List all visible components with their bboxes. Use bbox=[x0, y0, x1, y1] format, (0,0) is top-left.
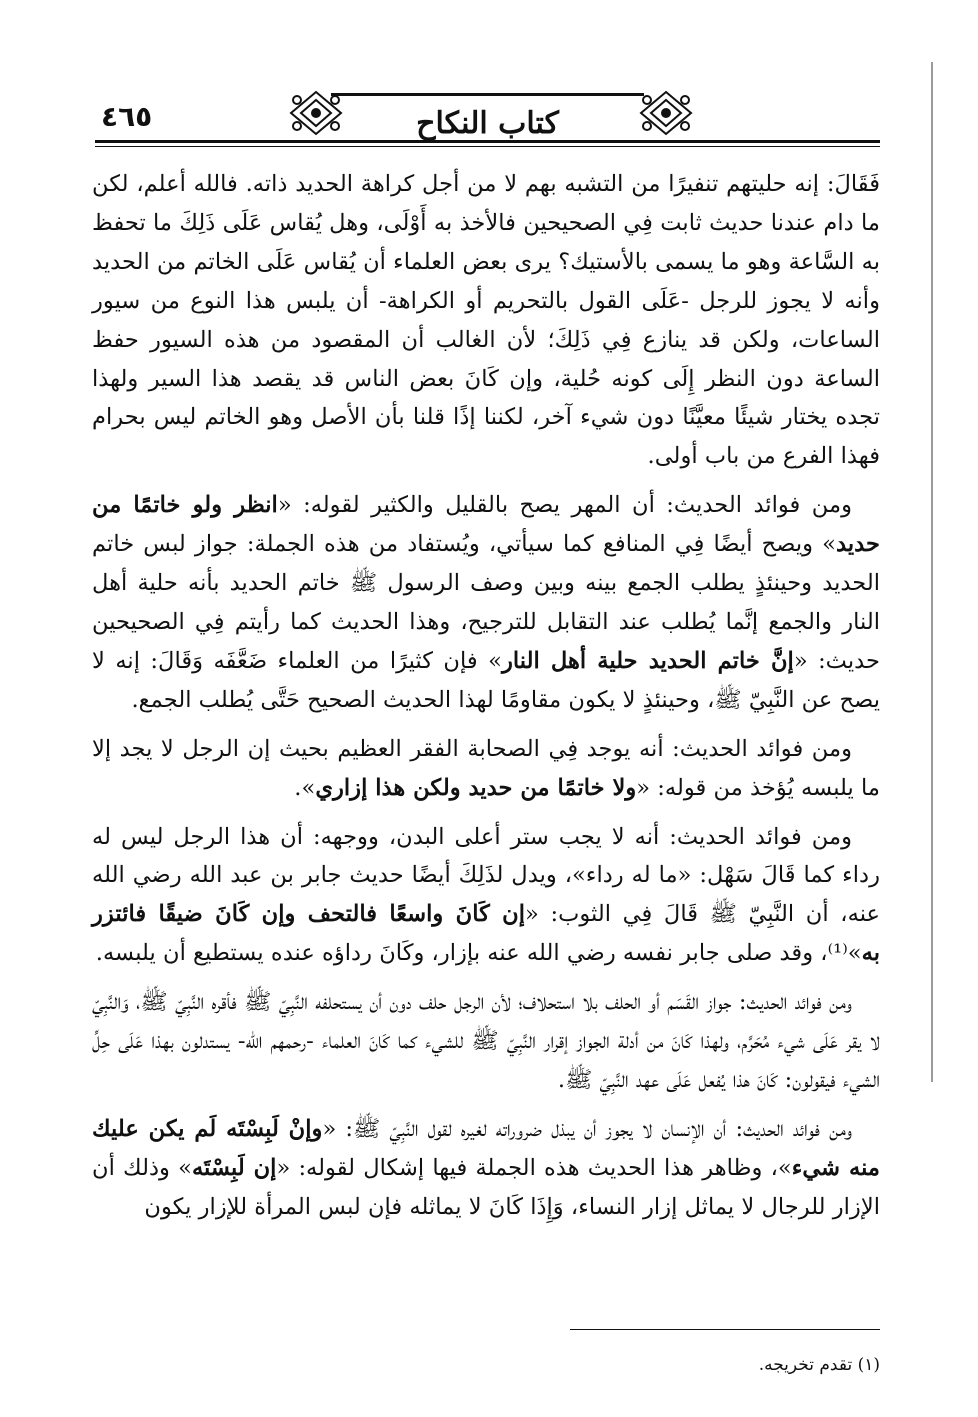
paragraph-text: ومن فوائد الحديث: جواز القَسَم أو الحلف بلا استحلاف؛ لأن الرجل حلف دون أن يستحلفه النَّبِيّ ﷺ فأقره النَّبِيّ ﷺ، وَالنَّبِيّ لا يقر عَلَى شيء مُحَرَّم، ولهذا كَانَ من أدلة الجواز إقرار النَّبِيّ ﷺ للشيء كما كَانَ العلماء -رحمهم الله- يستدلون بهذا عَلَى حِلِّ الشيء فيقولون: كَانَ هذا يُفعل عَلَى عهد النَّبِيّ ﷺ. bbox=[92, 989, 880, 1093]
paragraph-text: » وذلك أن الإزار للرجال لا يماثل إزار النساء، وَإِذَا كَانَ لا يماثله فإن لبس المرأة للإزار يكون bbox=[92, 1154, 880, 1220]
hadith-quote: ولا خاتمًا من حديد ولكن هذا إزاري bbox=[315, 774, 637, 801]
running-title: كتاب النكاح bbox=[416, 106, 559, 141]
header-bottom-rule-thin bbox=[95, 146, 880, 147]
hadith-quote: إن لَبِسْتَه bbox=[191, 1154, 277, 1181]
paragraph-text: »⁽¹⁾، وقد صلى جابر نفسه رضي الله عنه بإزار، وكَانَ رداؤه عنده يستطيع أن يلبسه. bbox=[95, 940, 862, 967]
hadith-quote: وإنْ لَبِسْتَه لَم يكن عليك منه شيء bbox=[92, 1115, 880, 1181]
paragraph bbox=[92, 730, 880, 808]
paragraph-text: » ويصح أيضًا فِي المنافع كما سيأتي، ويُستفاد من هذه الجملة: جواز لبس خاتم الحديد وحينئذٍ يطلب الجمع بينه وبين وصف الرسول ﷺ خاتم الحديد بأنه حلية أهل النار والجمع إنَّما يُطلب عند التقابل للترجيح، وهذا الحديث كما رأيتم فِي الصحيحين حديث: « bbox=[92, 531, 880, 674]
paragraph bbox=[92, 818, 880, 974]
paragraph-text: ومن فوائد الحديث: أن الإنسان لا يجوز أن يبذل ضروراته لغيره لقول النَّبِيّ ﷺ: « bbox=[322, 1115, 852, 1142]
body-text bbox=[92, 165, 880, 1237]
paragraph-text: فَقَالَ: إنه حليتهم تنفيرًا من التشبه بهم لا من أجل كراهة الحديد ذاته. فالله أعلم، لكن ما دام عندنا حديث ثابت فِي الصحيحين فالأخذ به أَوْلَى، وهل يُقاس عَلَى ذَلِكَ ما تحفظ به السَّاعة وهو ما يسمى بالأستيك؟ يرى بعض العلماء أن يُقاس عَلَى الخاتم من الحديد وأنه لا يجوز للرجل -عَلَى القول بالتحريم أو الكراهة- أن يلبس هذا النوع من سيور الساعات، ولكن قد ينازع فِي ذَلِكَ؛ لأن الغالب أن المقصود من هذه السيور حفظ الساعة دون النظر إِلَى كونه حُلية، وإن كَانَ بعض الناس قد يقصد هذا السير ولهذا تجده يختار شيئًا معيَّنًا دون شيء آخر، لكننا إذًا قلنا بأن الأصل وهو الخاتم ليس بحرام فهذا الفرع من باب أولى. bbox=[92, 171, 880, 470]
hadith-quote: إن كَانَ واسعًا فالتحف وإن كَانَ ضيقًا فائتزر به bbox=[92, 901, 880, 967]
paragraph-text: ». bbox=[294, 774, 316, 801]
paragraph-text: ومن فوائد الحديث: أنه يوجد فِي الصحابة الفقر العظيم بحيث إن الرجل لا يجد إلا ما يلبسه يُؤخذ من قوله: « bbox=[92, 735, 880, 801]
footnote-rule bbox=[570, 1329, 880, 1330]
hadith-quote: إنَّ خاتم الحديد حلية أهل النار bbox=[501, 647, 794, 674]
footnote: (١) تقدم تخريجه. bbox=[758, 1355, 880, 1375]
page-edge-line bbox=[931, 62, 933, 1082]
paragraph-text: ومن فوائد الحديث: أن المهر يصح بالقليل والكثير لقوله: « bbox=[277, 492, 852, 519]
page-number: ٤٦٥ bbox=[101, 100, 153, 133]
paragraph-text: »، وظاهر هذا الحديث هذه الجملة فيها إشكال لقوله: « bbox=[276, 1154, 792, 1181]
paragraph bbox=[92, 1110, 880, 1227]
paragraph-text: » فإن كثيرًا من العلماء ضَعَّفَه وَقَالَ: إنه لا يصح عن النَّبِيّ ﷺ، وحينئذٍ لا يكون مقاومًا لهذا الحديث الصحيح حَتَّى يُطلب الجمع. bbox=[92, 647, 880, 713]
ornament-right-icon bbox=[635, 88, 697, 138]
paragraph bbox=[92, 165, 880, 476]
paragraph bbox=[92, 486, 880, 719]
page-header bbox=[95, 88, 880, 156]
header-top-rule bbox=[331, 93, 644, 96]
hadith-quote: انظر ولو خاتمًا من حديد bbox=[92, 492, 880, 558]
paragraph bbox=[92, 983, 880, 1100]
paragraph-text: ومن فوائد الحديث: أنه لا يجب ستر أعلى البدن، ووجهه: أن هذا الرجل ليس له رداء كما قَالَ سَهْل: «ما له رداء»، ويدل لذَلِكَ أيضًا حديث جابر بن عبد الله رضي الله عنه، أن النَّبِيّ ﷺ قَالَ فِي الثوب: « bbox=[92, 823, 880, 928]
